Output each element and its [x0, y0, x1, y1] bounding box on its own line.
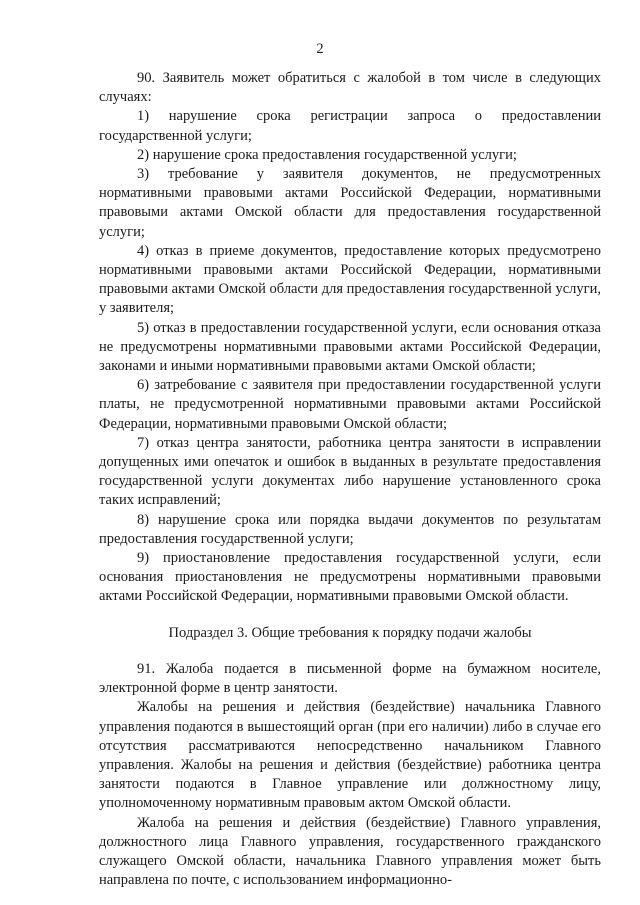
paragraph-90-intro: 90. Заявитель может обратиться с жалобой в том числе в следующих случаях: [99, 70, 601, 106]
list-item-7: 7) отказ центра занятости, работника центра занятости в исправлении допущенных ими опечаток и ошибок в выданных в результате предоставления государственной услуги документах либо нарушение установленного срока таких исправлений; [99, 434, 601, 509]
list-item-4: 4) отказ в приеме документов, предоставление которых предусмотрено нормативными правовыми актами Российской Федерации, нормативными правовыми актами Омской области для предоставления государственной услуги, у заявителя; [99, 242, 601, 317]
document-body [99, 69, 601, 890]
page-number: 2 [316, 41, 324, 57]
list-item-9: 9) приостановление предоставления государственной услуги, если основания приостановления не предусмотрены нормативными правовыми актами Российской Федерации, нормативными правовыми Омской области. [99, 550, 601, 605]
list-item-3: 3) требование у заявителя документов, не предусмотренных нормативными правовыми актами Российской Федерации, нормативными правовыми актами Омской области для предоставления государственной услуги; [99, 166, 601, 240]
list-item-5: 5) отказ в предоставлении государственной услуги, если основания отказа не предусмотрены нормативными правовыми актами Российской Федерации, законами и иными нормативными правовыми актами Омской области; [99, 319, 601, 375]
list-item-6: 6) затребование с заявителя при предоставлении государственной услуги платы, не предусмотренной нормативными правовыми актами Российской Федерации, нормативными правовыми Омской области; [99, 377, 601, 432]
list-item-8: 8) нарушение срока или порядка выдачи документов по результатам предоставления государственной услуги; [99, 511, 601, 547]
list-item-2: 2) нарушение срока предоставления государственной услуги; [137, 146, 517, 163]
paragraph-91: 91. Жалоба подается в письменной форме на бумажном носителе, электронной форме в центр занятости. [99, 660, 601, 697]
section-heading: Подраздел 3. Общие требования к порядку подачи жалобы [168, 624, 532, 641]
paragraph-complaints-head: Жалобы на решения и действия (бездействие) начальника Главного управления подаются в вышестоящий орган (при его наличии) либо в случае его отсутствия рассматриваются непосредственно начальником Главного управления. Жалобы на решения и действия (бездействие) работника центра занятости подаются в Главное управление или должностному лицу, уполномоченному нормативным правовым актом Омской области. [99, 699, 601, 812]
list-item-1: 1) нарушение срока регистрации запроса о предоставлении государственной услуги; [99, 108, 601, 144]
paragraph-complaint-delivery: Жалоба на решения и действия (бездействие) Главного управления, должностного лица Главного управления, государственного гражданского служащего Омской области, начальника Главного управления может быть направлена по почте, с использованием информационно- [99, 814, 601, 889]
